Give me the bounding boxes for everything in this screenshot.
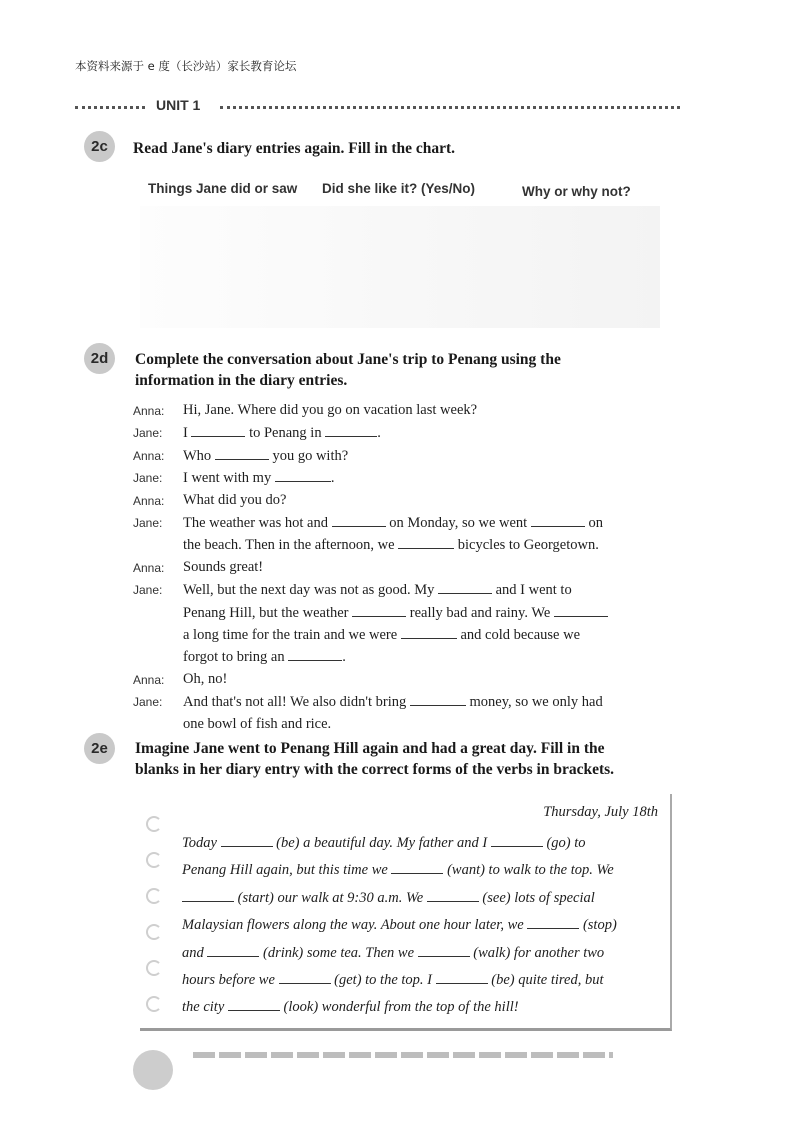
dialog-text-segment: Well, but the next day was not as good. My: [183, 582, 438, 599]
chart-column-like: Did she like it? (Yes/No): [322, 181, 476, 196]
speaker-label: Jane:: [133, 695, 163, 710]
dialog-line: [133, 445, 678, 467]
instruction-2e: [135, 738, 715, 780]
dialog-line: [133, 624, 678, 646]
dotted-rule-right: [220, 106, 680, 109]
binder-ring-icon: [146, 924, 162, 940]
dialog-text-segment: to Penang in: [245, 425, 326, 442]
speaker-label: Anna:: [133, 448, 165, 463]
diary-text-segment: (start) our walk at 9:30 a.m. We: [234, 889, 427, 906]
dialog-text-segment: I: [183, 425, 192, 442]
diary-line: [182, 967, 652, 994]
dialog-text-segment: you go with?: [268, 447, 349, 464]
dialog-text: [183, 669, 678, 691]
verb-blank[interactable]: [491, 832, 543, 847]
dialog-text-segment: really bad and rainy. We: [406, 604, 554, 621]
dialog-text-segment: money, so we only had: [465, 694, 603, 711]
dialog-text: [183, 714, 678, 735]
binder-ring-icon: [146, 960, 162, 976]
dialog-text-segment: and cold because we: [456, 627, 581, 644]
instruction-2e-line2: blanks in her diary entry with the correct forms of the verbs in brackets.: [135, 761, 615, 778]
verb-blank[interactable]: [279, 969, 331, 984]
dialog-text: [183, 445, 678, 467]
verb-blank[interactable]: [436, 969, 488, 984]
diary-text-segment: hours before we: [182, 972, 279, 989]
unit-label: UNIT 1: [152, 97, 204, 113]
speaker-label: Anna:: [133, 404, 165, 418]
diary-text-segment: (want) to walk to the top. We: [443, 862, 614, 879]
instruction-2c: Read Jane's diary entries again. Fill in the chart.: [133, 140, 456, 157]
dialog-text-segment: Penang Hill, but the weather: [183, 604, 353, 621]
diary-text-segment: the city: [182, 999, 228, 1016]
answer-blank[interactable]: [325, 422, 377, 437]
dialog-text: [183, 579, 678, 601]
dialog-text-segment: Oh, no!: [183, 670, 228, 687]
answer-blank[interactable]: [275, 467, 331, 482]
verb-blank[interactable]: [391, 859, 443, 874]
dialog-text-segment: forgot to bring an: [183, 649, 289, 666]
conversation: [133, 400, 678, 735]
dialog-line: [133, 490, 678, 512]
exercise-badge-2d: 2d: [84, 343, 115, 374]
dialog-line: [133, 512, 678, 534]
verb-blank[interactable]: [527, 914, 579, 929]
dialog-line: [133, 691, 678, 713]
dialog-text-segment: on: [584, 515, 603, 532]
diary-text-segment: Today: [182, 835, 221, 851]
answer-blank[interactable]: [352, 602, 406, 617]
diary-text-segment: (be) a beautiful day. My father and I: [272, 835, 491, 851]
speaker-label: Anna:: [133, 560, 165, 575]
diary-text-segment: Malaysian flowers along the way. About one hour later, we: [182, 917, 528, 934]
dialog-text: [183, 512, 678, 534]
diary-line: [182, 940, 652, 967]
answer-blank[interactable]: [332, 512, 386, 527]
diary-line: [182, 994, 652, 1021]
answer-blank[interactable]: [401, 624, 457, 639]
instruction-2d: [135, 349, 695, 391]
diary-line: [182, 857, 652, 884]
dialog-text-segment: .: [342, 649, 346, 666]
diary-text-segment: (get) to the top. I: [330, 972, 436, 989]
speaker-label: Anna:: [133, 493, 165, 508]
answer-blank[interactable]: [410, 691, 466, 706]
verb-blank[interactable]: [228, 996, 280, 1011]
dialog-line: [133, 669, 678, 691]
answer-blank[interactable]: [438, 579, 492, 594]
verb-blank[interactable]: [207, 942, 259, 957]
answer-blank[interactable]: [191, 422, 245, 437]
answer-blank[interactable]: [531, 512, 585, 527]
diary-text: [182, 830, 652, 1022]
dialog-text: [183, 646, 678, 668]
diary-text-segment: (look) wonderful from the top of the hill!: [279, 999, 519, 1016]
diary-line: [182, 885, 652, 912]
diary-line: [182, 912, 652, 939]
instruction-2e-line1: Imagine Jane went to Penang Hill again and had a great day. Fill in the: [135, 740, 605, 757]
diary-text-segment: (drink) some tea. Then we: [259, 944, 418, 961]
binder-ring-icon: [146, 996, 162, 1012]
dialog-text: [183, 400, 678, 422]
dialog-line: [133, 422, 678, 444]
dialog-text-segment: .: [330, 470, 335, 487]
speaker-label: [133, 714, 183, 735]
dialog-line: [133, 646, 678, 668]
diary-text-segment: (be) quite tired, but: [487, 972, 604, 989]
diary-text-segment: (walk) for another two: [469, 944, 605, 961]
dialog-text-segment: and I went to: [491, 582, 572, 599]
speaker-label: [133, 602, 183, 624]
dotted-rule-left: [75, 106, 145, 109]
diary-text-segment: (stop): [579, 917, 617, 934]
verb-blank[interactable]: [182, 887, 234, 902]
verb-blank[interactable]: [427, 887, 479, 902]
dialog-line: [133, 534, 678, 556]
source-note: 本资料来源于 e 度（长沙站）家长教育论坛: [75, 59, 297, 73]
dialog-text-segment: a long time for the train and we were: [183, 627, 401, 644]
dialog-text: [183, 422, 678, 444]
chart-column-things: Things Jane did or saw: [148, 181, 298, 196]
answer-blank[interactable]: [215, 445, 269, 460]
chart-answer-area[interactable]: [140, 206, 660, 328]
exercise-badge-2e: 2e: [84, 733, 115, 764]
dialog-text: [183, 557, 678, 579]
binder-ring-icon: [146, 852, 162, 868]
dialog-line: [133, 467, 678, 489]
dialog-text-segment: .: [377, 425, 381, 442]
speaker-label: Jane:: [133, 583, 163, 598]
dialog-text: [183, 602, 678, 624]
diary-entry-box: [140, 794, 672, 1031]
dialog-text-segment: What did you do?: [183, 491, 287, 508]
next-exercise-badge: [133, 1050, 173, 1090]
diary-date: Thursday, July 18th: [543, 804, 658, 820]
speaker-label: Jane:: [133, 426, 163, 441]
dialog-text-segment: bicycles to Georgetown.: [454, 537, 599, 554]
dialog-text-segment: Sounds great!: [183, 558, 264, 575]
dialog-text-segment: on Monday, so we went: [385, 515, 531, 532]
diary-text-segment: (go) to: [542, 835, 586, 851]
dialog-line: [133, 714, 678, 735]
dialog-text-segment: one bowl of fish and rice.: [183, 715, 332, 732]
exercise-badge-2c: 2c: [84, 131, 115, 162]
instruction-2d-line2: information in the diary entries.: [135, 372, 348, 389]
diary-text-segment: and: [182, 944, 208, 961]
dialog-text: [183, 534, 678, 556]
dialog-text-segment: Hi, Jane. Where did you go on vacation last week?: [183, 402, 478, 418]
instruction-2d-line1: Complete the conversation about Jane's trip to Penang using the: [135, 351, 561, 368]
binder-ring-icon: [146, 888, 162, 904]
diary-line: [182, 830, 652, 857]
binder-ring-icon: [146, 816, 162, 832]
answer-blank[interactable]: [288, 646, 342, 661]
verb-blank[interactable]: [221, 832, 273, 847]
answer-blank[interactable]: [554, 602, 608, 617]
dialog-text: [183, 624, 678, 646]
speaker-label: [133, 624, 183, 646]
dialog-text-segment: Who: [183, 447, 215, 464]
dialog-text-segment: The weather was hot and: [183, 515, 332, 532]
dialog-text-segment: And that's not all! We also didn't bring: [183, 694, 410, 711]
speaker-label: Anna:: [133, 672, 165, 687]
dialog-text-segment: I went with my: [183, 470, 275, 487]
dialog-text: [183, 467, 678, 489]
verb-blank[interactable]: [418, 942, 470, 957]
speaker-label: [133, 646, 183, 668]
dialog-text: [183, 691, 678, 713]
chart-column-why: Why or why not?: [522, 184, 631, 199]
speaker-label: Jane:: [133, 516, 163, 531]
diary-text-segment: Penang Hill again, but this time we: [182, 862, 392, 879]
speaker-label: [133, 534, 183, 556]
speaker-label: Jane:: [133, 471, 163, 486]
cut-off-text: [193, 1052, 613, 1058]
answer-blank[interactable]: [398, 534, 454, 549]
dialog-line: [133, 400, 678, 422]
unit-header: [75, 97, 680, 117]
dialog-line: [133, 602, 678, 624]
dialog-line: [133, 579, 678, 601]
dialog-text-segment: the beach. Then in the afternoon, we: [183, 537, 399, 554]
dialog-text: [183, 490, 678, 512]
dialog-line: [133, 557, 678, 579]
diary-text-segment: (see) lots of special: [478, 889, 595, 906]
